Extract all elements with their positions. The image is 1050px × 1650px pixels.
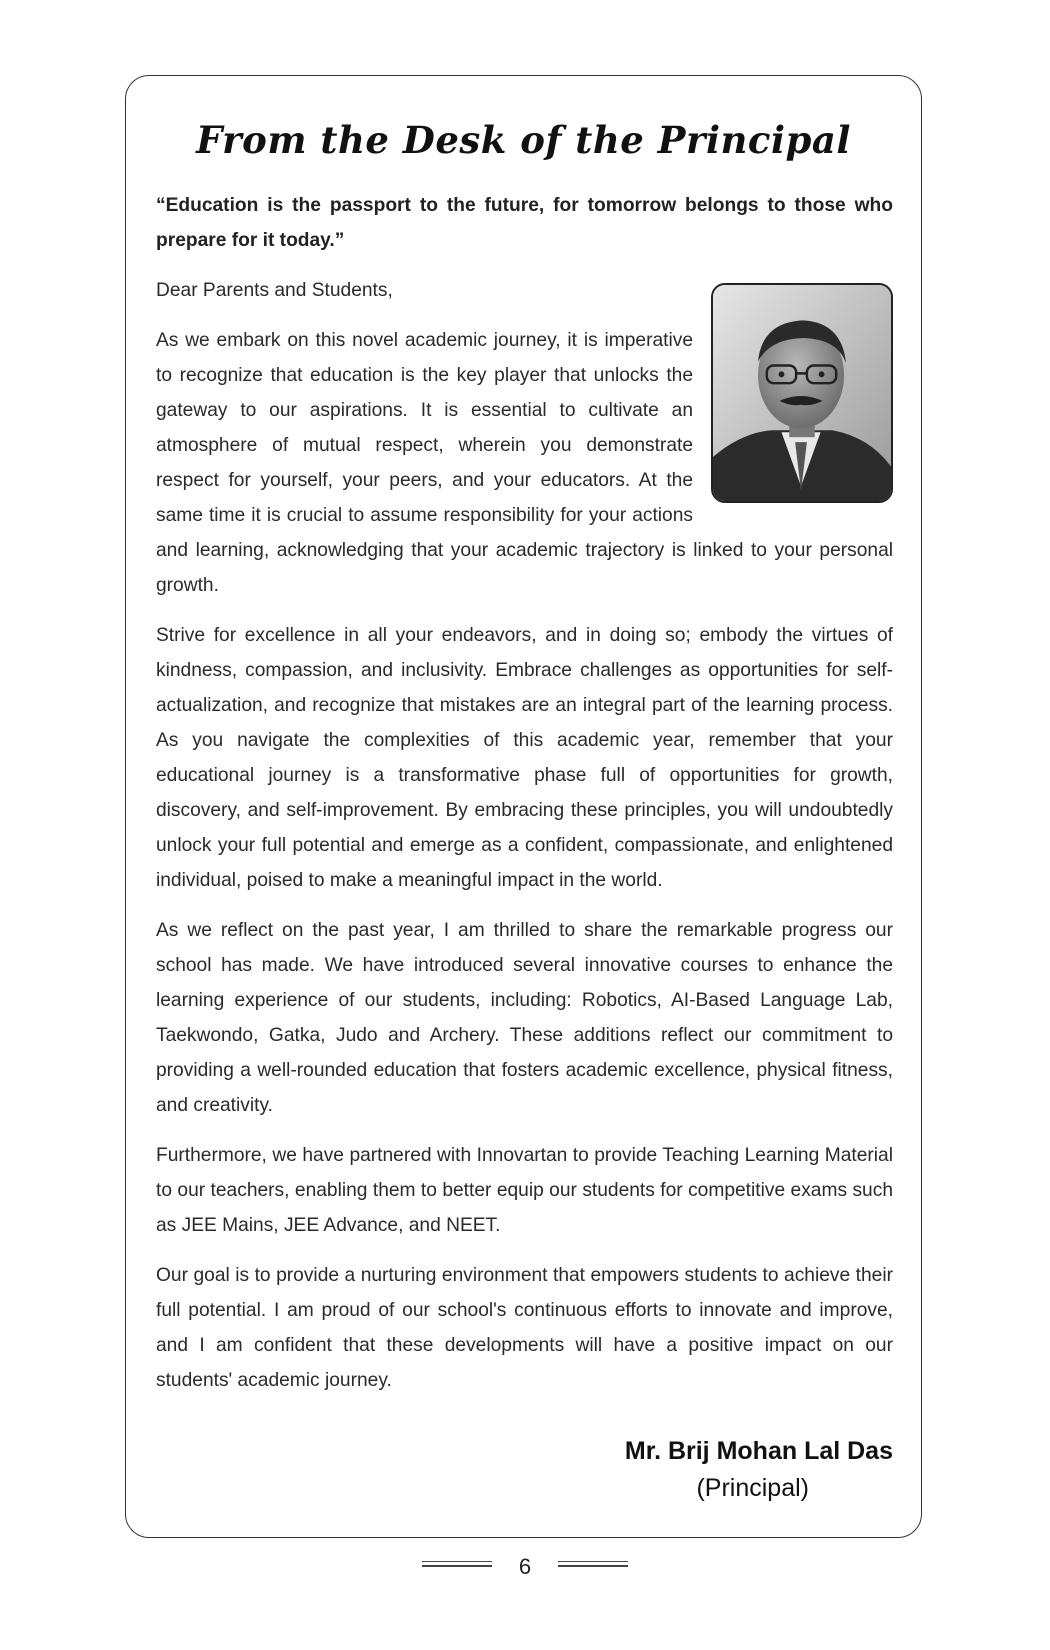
footer-rule-right <box>558 1561 628 1571</box>
portrait-photo-icon <box>713 285 891 501</box>
signatory-name: Mr. Brij Mohan Lal Das <box>624 1437 893 1465</box>
page-title: From the Desk of the Principal <box>196 118 851 162</box>
paragraph: As we embark on this novel academic journey, it is imperative to recognize that education is the key player that unlocks the gateway to our aspirations. It is essential to cultivate an atmosphere of mutual respect, wherein you demonstrate respect for yourself, your peers, and your educators. At the same time it is crucial to assume responsibility for your actions and learning, acknowledging that your academic trajectory is linked to your personal growth. <box>156 330 893 596</box>
page-footer <box>0 1552 1050 1582</box>
footer-rule-left <box>422 1561 492 1571</box>
salutation: Dear Parents and Students, <box>156 280 393 301</box>
paragraph: Strive for excellence in all your endeavors, and in doing so; embody the virtues of kindness, compassion, and inclusivity. Embrace challenges as opportunities for self-actualization, and recognize that mistakes are an integral part of the learning process. As you navigate the complexities of this academic year, remember that your educational journey is a transformative phase full of opportunities for growth, discovery, and self-improvement. By embracing these principles, you will undoubtedly unlock your full potential and emerge as a confident, compassionate, and enlightened individual, poised to make a meaningful impact in the world. <box>156 625 893 891</box>
principal-photo <box>711 283 893 503</box>
page-number: 6 <box>518 1554 532 1579</box>
paragraph: Our goal is to provide a nurturing environment that empowers students to achieve their full potential. I am proud of our school's continuous efforts to innovate and improve, and I am confident that these developments will have a positive impact on our students' academic journey. <box>156 1265 893 1391</box>
signatory-role: (Principal) <box>696 1474 809 1502</box>
letter-body <box>156 188 893 1413</box>
paragraph: As we reflect on the past year, I am thrilled to share the remarkable progress our school has made. We have introduced several innovative courses to enhance the learning experience of our students, including: Robotics, AI-Based Language Lab, Taekwondo, Gatka, Judo and Archery. These additions reflect our commitment to providing a well-rounded education that fosters academic excellence, physical fitness, and creativity. <box>156 920 893 1116</box>
signature-block <box>156 1433 893 1507</box>
opening-quote: “Education is the passport to the future, for tomorrow belongs to those who prepare for it today.” <box>156 195 893 251</box>
paragraph: Furthermore, we have partnered with Innovartan to provide Teaching Learning Material to our teachers, enabling them to better equip our students for competitive exams such as JEE Mains, JEE Advance, and NEET. <box>156 1145 893 1236</box>
